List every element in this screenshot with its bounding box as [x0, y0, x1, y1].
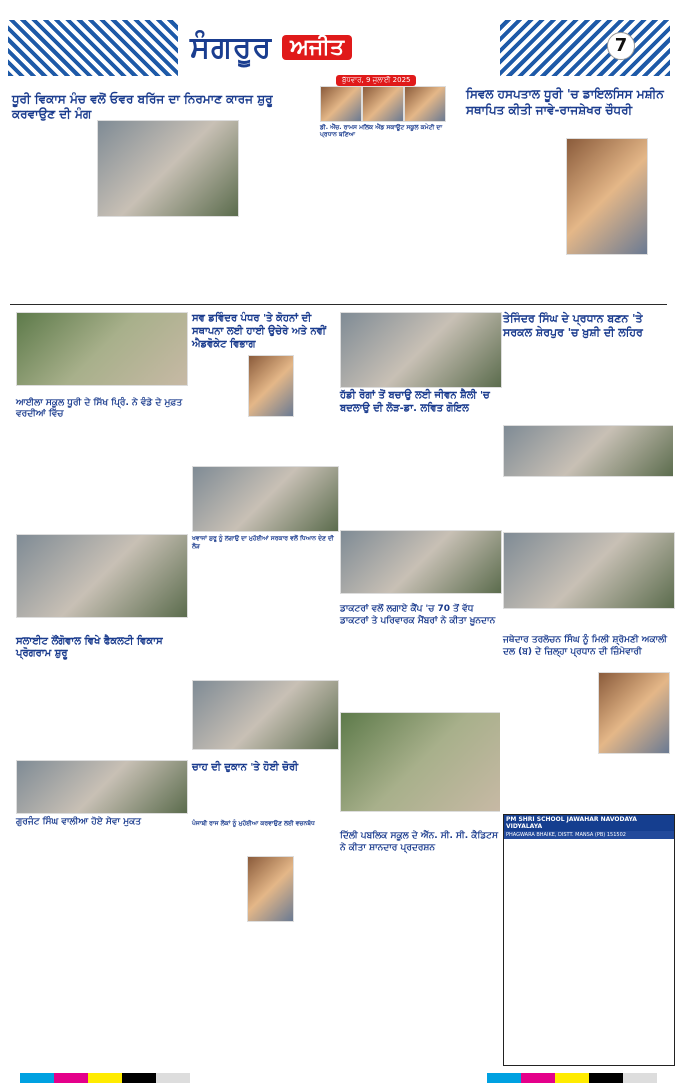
- ad-subtitle: PHAGWARA BHAIKE, DISTT. MANSA (PB) 151502: [504, 831, 674, 839]
- headline-a9: ਚਾਹ ਦੀ ਦੁਕਾਨ 'ਤੇ ਹੋਈ ਚੋਰੀ: [192, 762, 299, 773]
- photo-a4: [16, 312, 188, 386]
- photo-a14-portrait: [247, 856, 294, 922]
- photo-a6: [16, 534, 188, 618]
- headline-a4: ਸਵ ਡਵਿੰਦਰ ਪੰਧਰ 'ਤੇ ਕੋਹਨਾਂ ਦੀ ਸਥਾਪਨਾ ਲਈ ਹਾਈ ਉਚੇਰੇ ਅਤੇ ਨਵੀਂ ਐਡਵੋਕੇਟ ਵਿਭਾਗ: [192, 313, 326, 350]
- text-block-a3: [320, 136, 460, 304]
- headline-a11: ਜਥੇਦਾਰ ਤਰਲੋਚਨ ਸਿੰਘ ਨੂੰ ਮਿਲੀ ਸ਼੍ਰੋਮਣੀ ਅਕਾਲੀ ਦਲ (ਬ) ਦੇ ਜ਼ਿਲ੍ਹਾ ਪ੍ਰਧਾਨ ਦੀ ਜ਼ਿੰਮੇਵਾਰੀ: [503, 635, 667, 657]
- caption-a6: [16, 620, 186, 630]
- portrait-photo-2: [362, 86, 404, 122]
- photo-a7: [192, 466, 339, 532]
- headline-a6: ਆਈਲਾ ਸਕੂਲ ਧੂਰੀ ਦੇ ਸਿੱਖ ਪ੍ਰਿੰ. ਨੇ ਵੰਡੇ ਦੇ ਮੁਫ਼ਤ ਵਰਦੀਆਂ ਵਿੱਚ: [16, 398, 183, 419]
- photo-a11-portrait: [598, 672, 670, 754]
- headline-a2: ਸਿਵਲ ਹਸਪਤਾਲ ਧੂਰੀ 'ਚ ਡਾਇਲਸਿਸ ਮਸ਼ੀਨ ਸਥਾਪਿਤ ਕੀਤੀ ਜਾਵੇ-ਰਾਜਸ਼ੇਖਰ ਚੌਧਰੀ: [466, 87, 664, 117]
- photo-a10-dental: [340, 530, 502, 594]
- right-decorative-pattern: [500, 20, 670, 76]
- text-block-a13: [340, 858, 500, 1063]
- text-block-a8: [16, 650, 186, 760]
- text-block-a5: [503, 350, 673, 530]
- color-registration-bar: [20, 1073, 190, 1083]
- headline-a7: ਹੱਡੀ ਰੋਗਾਂ ਤੋਂ ਬਚਾਉ ਲਈ ਜੀਵਨ ਸ਼ੈਲੀ 'ਚ ਬਦਲਾਉ ਦੀ ਲੋੜ-ਡਾ. ਲਵਿਤ ਗੋਇਲ: [340, 390, 490, 414]
- page-number: 7: [607, 32, 635, 60]
- photo-a13: [340, 712, 500, 812]
- headline-a1: ਧੂਰੀ ਵਿਕਾਸ ਮੰਚ ਵਲੋਂ ਓਵਰ ਬਰਿੱਜ ਦਾ ਨਿਰਮਾਣ ਕਾਰਜ ਸ਼ੁਰੂ ਕਰਵਾਉਣ ਦੀ ਮੰਗ: [12, 92, 273, 121]
- headline-a8: ਸਲਾਈਟ ਲੌਂਗੋਵਾਲ ਵਿਖੇ ਫੈਕਲਟੀ ਵਿਕਾਸ ਪ੍ਰੋਗਰਾਮ ਸ਼ੁਰੂ: [16, 636, 163, 659]
- issue-date: [336, 75, 416, 86]
- headline-a12: ਗੁਰਜੰਟ ਸਿੰਘ ਵਾਲੀਆ ਹੋਏ ਸੇਵਾ ਮੁਕਤ: [16, 817, 142, 827]
- print-info-strip: [0, 0, 677, 12]
- photo-a5-row2: [340, 312, 502, 388]
- divider-row1: [10, 304, 667, 305]
- headline-a3: ਡੀ. ਐੱਚ. ਰਾਮਸ ਮਲਿਕ ਐਂਡ ਸਕਾਊਟ ਸਕੂਲ ਕਮੇਟੀ ਦਾ ਪ੍ਰਧਾਨ ਬਣਿਆ: [320, 124, 443, 138]
- headline-a14: ਪੰਜਾਬੀ ਰਾਜ ਲੋਕਾਂ ਨੂੰ ਮੁਹੱਈਆ ਕਰਵਾਉਣ ਲਈ ਵਚਨਬੱਧ: [192, 820, 315, 827]
- photo-a8: [16, 760, 188, 814]
- color-registration-bar-right: [487, 1073, 657, 1083]
- print-footer: [0, 1069, 677, 1089]
- caption-a9: [192, 750, 337, 760]
- text-block-a11: [503, 662, 673, 812]
- caption-a5-ceremony: [503, 610, 673, 628]
- photo-a1: [97, 120, 239, 217]
- city-title: ਸੰਗਰੂਰ: [190, 29, 273, 65]
- issue-date-text: ਬੁੱਧਵਾਰ, 9 ਜੁਲਾਈ 2025: [342, 76, 411, 84]
- text-block-a10: [340, 630, 500, 815]
- photo-a5: [503, 425, 673, 477]
- text-block-a2: [466, 130, 672, 304]
- text-block-a4: [192, 345, 337, 455]
- headline-a5: ਤੇਜਿੰਦਰ ਸਿੰਘ ਦੇ ਪ੍ਰਧਾਨ ਬਣਨ 'ਤੇ ਸਰਕਲ ਸ਼ੇਰਪੁਰ 'ਚ ਖ਼ੁਸ਼ੀ ਦੀ ਲਹਿਰ: [503, 312, 643, 339]
- text-block-a7: [340, 418, 500, 528]
- text-block-a9: [192, 778, 337, 818]
- photo-a4-portrait: [248, 355, 294, 417]
- text-block-a15: [192, 552, 337, 634]
- headline-a15: ਖਵਾਜਾਂ ਸ਼ੁਰੂ ਨੂੰ ਲਗਾਉ ਦਾ ਮੁਹੱਈਆਂ ਸਰਕਾਰ ਵਲੋਂ ਧਿਆਨ ਦੇਣ ਦੀ ਲੋੜ: [192, 535, 334, 550]
- text-block-a6: [16, 424, 186, 534]
- photo-a9: [192, 680, 339, 750]
- photo-a5-ceremony: [503, 532, 675, 609]
- text-block-theft: [192, 640, 337, 680]
- ad-title: PM SHRI SCHOOL JAWAHAR NAVODAYA VIDYALAYA: [504, 815, 674, 831]
- text-block-a14: [192, 842, 337, 1062]
- portrait-photo-3: [404, 86, 446, 122]
- left-decorative-pattern: [8, 20, 178, 76]
- text-block-a12: [16, 833, 186, 1063]
- portrait-photo-1: [320, 86, 362, 122]
- text-block-a1: [12, 112, 312, 302]
- photo-a2: [566, 138, 648, 255]
- headline-a13: ਦਿੱਲੀ ਪਬਲਿਕ ਸਕੂਲ ਦੇ ਐੱਨ. ਸੀ. ਸੀ. ਕੈਡਿਟਸ ਨੇ ਕੀਤਾ ਸ਼ਾਨਦਾਰ ਪ੍ਰਦਰਸ਼ਨ: [340, 831, 498, 853]
- caption-a4: [16, 386, 186, 396]
- headline-a10: ਡਾਕਟਰਾਂ ਵਲੋਂ ਲਗਾਏ ਕੈਂਪ 'ਚ 70 ਤੋਂ ਵੱਧ ਡਾਕਟਰਾਂ ਤੇ ਪਰਿਵਾਰਕ ਮੈਂਬਰਾਂ ਨੇ ਕੀਤਾ ਖ਼ੂਨਦਾਨ: [340, 604, 496, 626]
- newspaper-brand: ਅਜੀਤ: [282, 35, 352, 60]
- masthead-brand: [190, 20, 490, 74]
- school-advertisement: [503, 814, 675, 1066]
